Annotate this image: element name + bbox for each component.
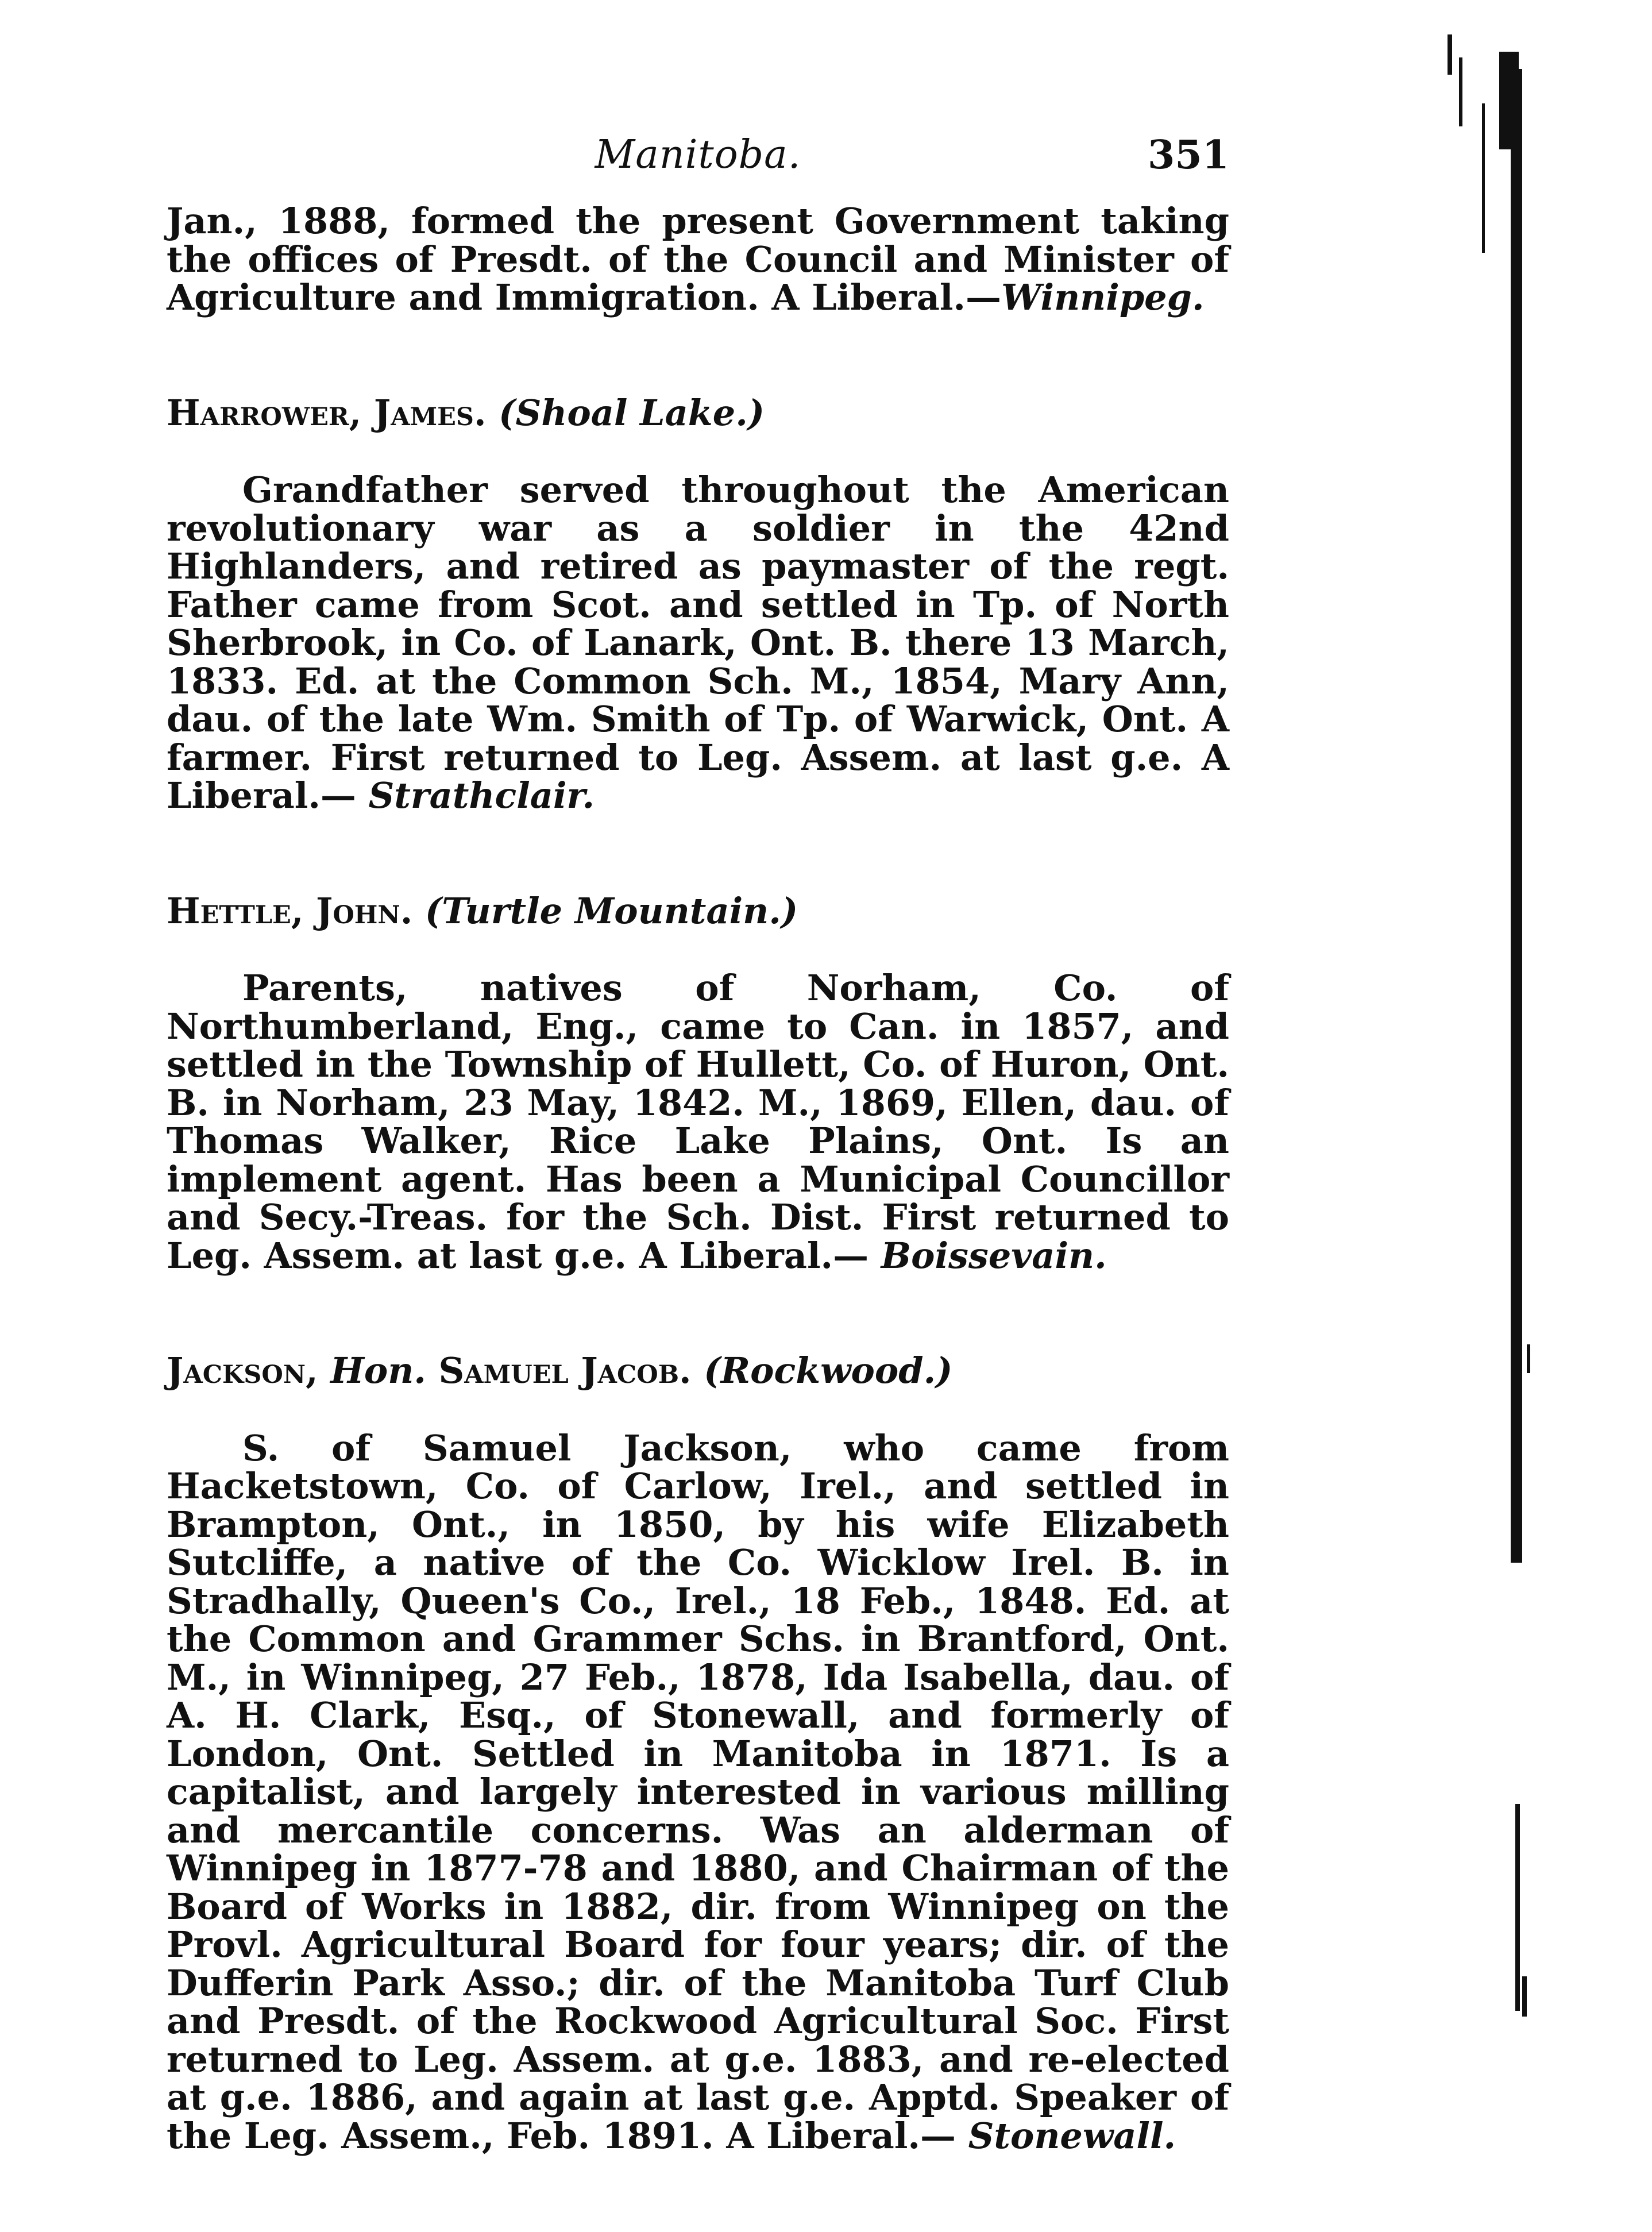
entry-surname: Hettle,	[167, 889, 304, 932]
continued-text: Jan., 1888, formed the present Government taking the offices of Presdt. of the Council and Minister of Agriculture and Immigration. A Liberal.—	[167, 200, 1229, 318]
running-title: Manitoba.	[595, 132, 801, 178]
entry-given-name: Samuel Jacob.	[438, 1350, 692, 1391]
continued-paragraph	[167, 202, 1229, 317]
entry-text	[167, 969, 1229, 1275]
entry-place: Boissevain.	[881, 1234, 1107, 1277]
entry-place: Stonewall.	[968, 2114, 1176, 2157]
entry-honorific: Hon.	[330, 1350, 426, 1391]
entry-hettle	[167, 889, 1229, 1277]
entry-heading	[167, 889, 1229, 932]
entry-harrower	[167, 391, 1229, 816]
page-body	[167, 202, 1229, 2232]
entry-biography: Grandfather served throughout the American revolutionary war as a soldier in the 42nd Highlanders, and retired as paymaster of the regt. Father came from Scot. and settled in Tp. of North Sherbrook, in Co. of Lanark, Ont. B. there 13 March, 1833. Ed. at the Common Sch. M., 1854, Mary Ann, dau. of the late Wm. Smith of Tp. of Warwick, Ont. A farmer. First returned to Leg. Assem. at last g.e. A Liberal.—	[167, 469, 1229, 816]
entry-riding: (Rockwood.)	[704, 1350, 953, 1391]
entry-surname: Harrower,	[167, 391, 362, 434]
entry-surname: Jackson,	[167, 1350, 318, 1391]
entry-biography: Parents, natives of Norham, Co. of Northumberland, Eng., came to Can. in 1857, and settled in the Township of Hullett, Co. of Huron, Ont. B. in Norham, 23 May, 1842. M., 1869, Ellen, dau. of Thomas Walker, Rice Lake Plains, Ont. Is an implement agent. Has been a Municipal Councillor and Secy.-Treas. for the Sch. Dist. First returned to Leg. Assem. at last g.e. A Liberal.—	[167, 967, 1229, 1277]
running-header	[167, 132, 1229, 184]
continued-place: Winnipeg.	[1001, 276, 1205, 318]
entry-heading	[167, 391, 1229, 434]
entry-heading	[167, 1352, 1229, 1390]
entry-riding: (Shoal Lake.)	[499, 391, 765, 434]
entry-place: Strathclair.	[368, 774, 595, 816]
entry-given-name: John.	[316, 889, 413, 932]
entry-text	[167, 471, 1229, 815]
entry-jackson	[167, 1352, 1229, 2155]
page-number: 351	[1148, 132, 1229, 178]
entry-text	[167, 1429, 1229, 2156]
page-edge-scan-marks	[1425, 23, 1539, 2206]
entry-riding: (Turtle Mountain.)	[424, 889, 798, 932]
entry-given-name: James.	[373, 391, 487, 434]
entry-biography: S. of Samuel Jackson, who came from Hacketstown, Co. of Carlow, Irel., and settled in Brampton, Ont., in 1850, by his wife Elizabeth Sutcliffe, a native of the Co. Wicklow Irel. B. in Stradhally, Queen's Co., Irel., 18 Feb., 1848. Ed. at the Common and Grammer Schs. in Brantford, Ont. M., in Winnipeg, 27 Feb., 1878, Ida Isabella, dau. of A. H. Clark, Esq., of Stonewall, and formerly of London, Ont. Settled in Manitoba in 1871. Is a capitalist, and largely interested in various milling and mercantile concerns. Was an alderman of Winnipeg in 1877-78 and 1880, and Chairman of the Board of Works in 1882, dir. from Winnipeg on the Provl. Agricultural Board for four years; dir. of the Dufferin Park Asso.; dir. of the Manitoba Turf Club and Presdt. of the Rockwood Agricultural Soc. First returned to Leg. Assem. at g.e. 1883, and re-elected at g.e. 1886, and again at last g.e. Apptd. Speaker of the Leg. Assem., Feb. 1891. A Liberal.—	[167, 1427, 1229, 2157]
